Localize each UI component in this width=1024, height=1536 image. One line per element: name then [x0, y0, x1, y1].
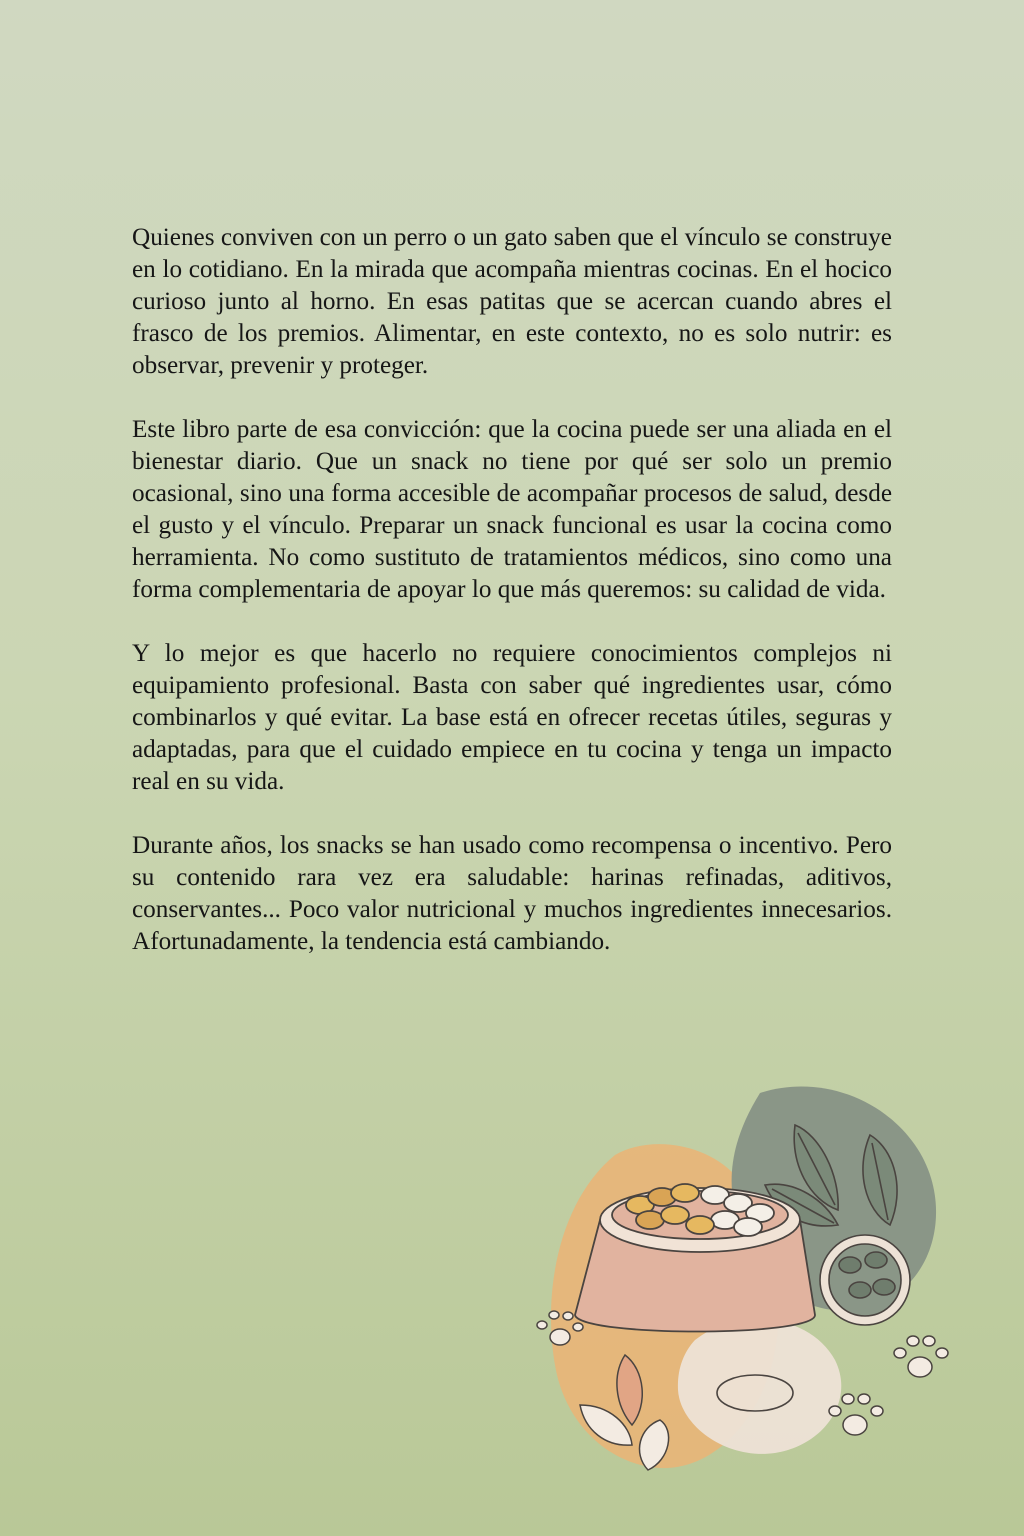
paragraph-4: Durante años, los snacks se han usado como recompensa o incentivo. Pero su contenido rara vez era saludable: harinas refinadas, aditivos, conservantes... Poco valor nutricional y muchos ingredientes innecesarios. Afortunadamente, la tendencia está cambiando.: [132, 832, 892, 955]
pet-food-bowl-icon: [575, 1184, 815, 1332]
coffee-beans-icon: [820, 1235, 910, 1325]
paw-print-icon: [894, 1336, 948, 1377]
paragraph-1: Quienes conviven con un perro o un gato saben que el vínculo se construye en lo cotidiano. En la mirada que acompaña mientras cocinas. En el hocico curioso junto al horno. En esas patitas que se acercan cuando abres el frasco de los premios. Alimentar, en este contexto, no es solo nutrir: es observar, prevenir y proteger.: [132, 224, 892, 379]
paragraph-2: Este libro parte de esa convicción: que la cocina puede ser una aliada en el bienestar diario. Que un snack no tiene por qué ser solo un premio ocasional, sino una forma accesible de acompañar procesos de salud, desde el gusto y el vínculo. Preparar un snack funcional es usar la cocina como herramienta. No como sustituto de tratamientos médicos, sino como una forma complementaria de apoyar lo que más queremos: su calidad de vida.: [132, 416, 892, 603]
pet-snack-illustration: [520, 1075, 960, 1495]
paragraph-3: Y lo mejor es que hacerlo no requiere conocimientos complejos ni equipamiento profesional. Basta con saber qué ingredientes usar, cómo combinarlos y qué evitar. La base está en ofrecer recetas útiles, seguras y adaptadas, para que el cuidado empiece en tu cocina y tenga un impacto real en su vida.: [132, 640, 892, 795]
body-text: [132, 222, 892, 990]
